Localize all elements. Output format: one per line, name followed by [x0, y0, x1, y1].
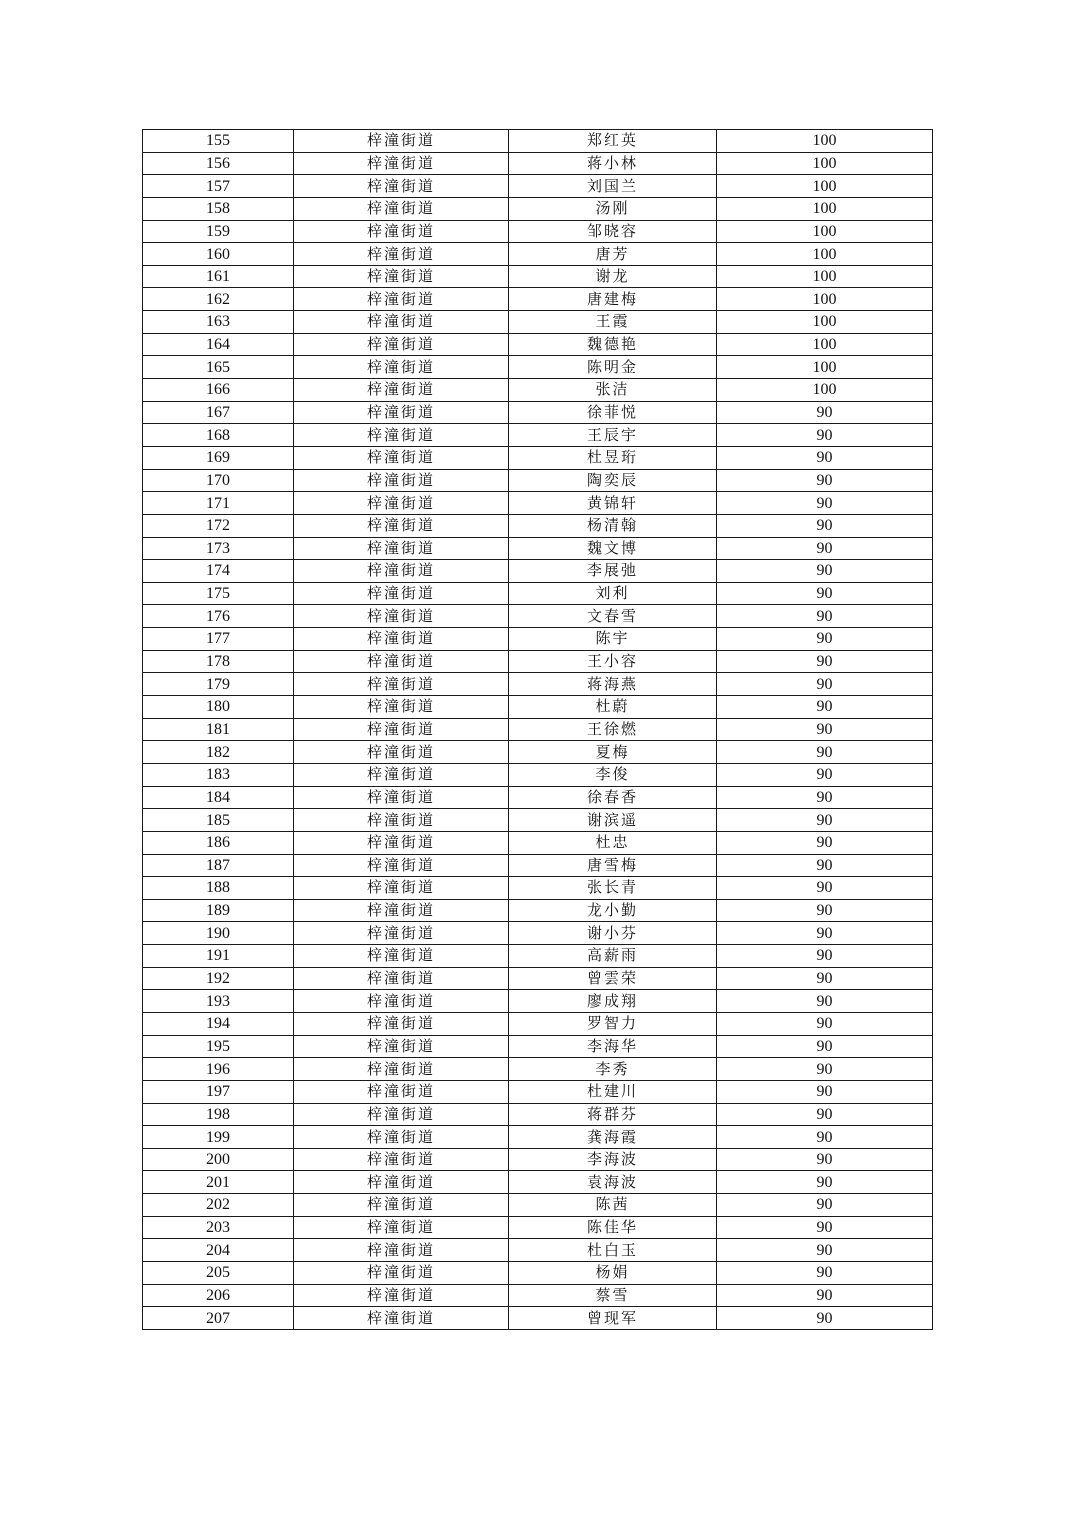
amount-cell: 90	[717, 469, 933, 492]
person-name-cell: 陈明金	[509, 356, 717, 379]
amount-cell: 90	[717, 854, 933, 877]
person-name-cell: 龚海霞	[509, 1126, 717, 1149]
person-name-cell: 陈宇	[509, 628, 717, 651]
table-row	[143, 831, 933, 854]
row-number-cell: 158	[143, 197, 294, 220]
table-row	[143, 1126, 933, 1149]
amount-cell: 90	[717, 1307, 933, 1330]
amount-cell: 90	[717, 424, 933, 447]
person-name-cell: 蔡雪	[509, 1284, 717, 1307]
district-cell: 梓潼街道	[294, 446, 509, 469]
row-number-cell: 187	[143, 854, 294, 877]
district-cell: 梓潼街道	[294, 1126, 509, 1149]
district-cell: 梓潼街道	[294, 831, 509, 854]
roster-table	[142, 129, 933, 1330]
district-cell: 梓潼街道	[294, 1194, 509, 1217]
amount-cell: 90	[717, 1126, 933, 1149]
row-number-cell: 161	[143, 265, 294, 288]
table-row	[143, 492, 933, 515]
person-name-cell: 廖成翔	[509, 990, 717, 1013]
table-row	[143, 696, 933, 719]
row-number-cell: 163	[143, 311, 294, 334]
row-number-cell: 173	[143, 537, 294, 560]
person-name-cell: 高薪雨	[509, 945, 717, 968]
row-number-cell: 195	[143, 1035, 294, 1058]
table-row	[143, 1194, 933, 1217]
district-cell: 梓潼街道	[294, 763, 509, 786]
district-cell: 梓潼街道	[294, 1080, 509, 1103]
table-row	[143, 990, 933, 1013]
district-cell: 梓潼街道	[294, 899, 509, 922]
district-cell: 梓潼街道	[294, 311, 509, 334]
amount-cell: 90	[717, 831, 933, 854]
person-name-cell: 文春雪	[509, 605, 717, 628]
district-cell: 梓潼街道	[294, 492, 509, 515]
table-row	[143, 786, 933, 809]
district-cell: 梓潼街道	[294, 650, 509, 673]
row-number-cell: 160	[143, 243, 294, 266]
district-cell: 梓潼街道	[294, 265, 509, 288]
amount-cell: 90	[717, 1080, 933, 1103]
person-name-cell: 李秀	[509, 1058, 717, 1081]
person-name-cell: 龙小勤	[509, 899, 717, 922]
person-name-cell: 曾雲荣	[509, 967, 717, 990]
table-row	[143, 1307, 933, 1330]
person-name-cell: 谢小芬	[509, 922, 717, 945]
person-name-cell: 张长青	[509, 877, 717, 900]
amount-cell: 90	[717, 514, 933, 537]
table-row	[143, 628, 933, 651]
row-number-cell: 177	[143, 628, 294, 651]
amount-cell: 90	[717, 582, 933, 605]
table-row	[143, 1171, 933, 1194]
person-name-cell: 袁海波	[509, 1171, 717, 1194]
person-name-cell: 徐春香	[509, 786, 717, 809]
district-cell: 梓潼街道	[294, 401, 509, 424]
row-number-cell: 201	[143, 1171, 294, 1194]
table-row	[143, 650, 933, 673]
amount-cell: 90	[717, 1194, 933, 1217]
district-cell: 梓潼街道	[294, 582, 509, 605]
person-name-cell: 谢龙	[509, 265, 717, 288]
row-number-cell: 181	[143, 718, 294, 741]
amount-cell: 90	[717, 1012, 933, 1035]
amount-cell: 90	[717, 741, 933, 764]
table-row	[143, 401, 933, 424]
row-number-cell: 162	[143, 288, 294, 311]
row-number-cell: 198	[143, 1103, 294, 1126]
row-number-cell: 203	[143, 1216, 294, 1239]
table-row	[143, 1080, 933, 1103]
district-cell: 梓潼街道	[294, 514, 509, 537]
district-cell: 梓潼街道	[294, 628, 509, 651]
district-cell: 梓潼街道	[294, 718, 509, 741]
amount-cell: 90	[717, 605, 933, 628]
district-cell: 梓潼街道	[294, 175, 509, 198]
amount-cell: 100	[717, 175, 933, 198]
amount-cell: 90	[717, 1035, 933, 1058]
table-row	[143, 1148, 933, 1171]
amount-cell: 90	[717, 922, 933, 945]
table-row	[143, 605, 933, 628]
person-name-cell: 杨清翰	[509, 514, 717, 537]
person-name-cell: 王辰宇	[509, 424, 717, 447]
amount-cell: 100	[717, 152, 933, 175]
table-row	[143, 1103, 933, 1126]
row-number-cell: 155	[143, 130, 294, 153]
person-name-cell: 李俊	[509, 763, 717, 786]
row-number-cell: 159	[143, 220, 294, 243]
district-cell: 梓潼街道	[294, 1284, 509, 1307]
table-row	[143, 469, 933, 492]
row-number-cell: 166	[143, 379, 294, 402]
district-cell: 梓潼街道	[294, 1012, 509, 1035]
row-number-cell: 164	[143, 333, 294, 356]
amount-cell: 100	[717, 356, 933, 379]
table-row	[143, 130, 933, 153]
district-cell: 梓潼街道	[294, 967, 509, 990]
person-name-cell: 王霞	[509, 311, 717, 334]
table-row	[143, 718, 933, 741]
row-number-cell: 184	[143, 786, 294, 809]
district-cell: 梓潼街道	[294, 1262, 509, 1285]
row-number-cell: 206	[143, 1284, 294, 1307]
row-number-cell: 185	[143, 809, 294, 832]
district-cell: 梓潼街道	[294, 809, 509, 832]
district-cell: 梓潼街道	[294, 673, 509, 696]
table-row	[143, 1262, 933, 1285]
row-number-cell: 176	[143, 605, 294, 628]
district-cell: 梓潼街道	[294, 1216, 509, 1239]
amount-cell: 90	[717, 673, 933, 696]
table-row	[143, 333, 933, 356]
person-name-cell: 邹晓容	[509, 220, 717, 243]
amount-cell: 100	[717, 197, 933, 220]
district-cell: 梓潼街道	[294, 356, 509, 379]
row-number-cell: 172	[143, 514, 294, 537]
person-name-cell: 郑红英	[509, 130, 717, 153]
amount-cell: 100	[717, 243, 933, 266]
district-cell: 梓潼街道	[294, 1058, 509, 1081]
table-row	[143, 220, 933, 243]
person-name-cell: 杜蔚	[509, 696, 717, 719]
district-cell: 梓潼街道	[294, 469, 509, 492]
table-row	[143, 197, 933, 220]
row-number-cell: 205	[143, 1262, 294, 1285]
table-row	[143, 582, 933, 605]
district-cell: 梓潼街道	[294, 220, 509, 243]
amount-cell: 100	[717, 265, 933, 288]
row-number-cell: 179	[143, 673, 294, 696]
table-row	[143, 537, 933, 560]
table-row	[143, 763, 933, 786]
row-number-cell: 170	[143, 469, 294, 492]
table-row	[143, 741, 933, 764]
person-name-cell: 汤刚	[509, 197, 717, 220]
amount-cell: 90	[717, 877, 933, 900]
row-number-cell: 194	[143, 1012, 294, 1035]
amount-cell: 90	[717, 560, 933, 583]
person-name-cell: 魏德艳	[509, 333, 717, 356]
table-row	[143, 1058, 933, 1081]
table-row	[143, 1035, 933, 1058]
person-name-cell: 王徐燃	[509, 718, 717, 741]
row-number-cell: 183	[143, 763, 294, 786]
amount-cell: 90	[717, 718, 933, 741]
amount-cell: 90	[717, 628, 933, 651]
row-number-cell: 180	[143, 696, 294, 719]
amount-cell: 100	[717, 220, 933, 243]
district-cell: 梓潼街道	[294, 288, 509, 311]
table-row	[143, 899, 933, 922]
table-row	[143, 945, 933, 968]
person-name-cell: 李海波	[509, 1148, 717, 1171]
row-number-cell: 171	[143, 492, 294, 515]
row-number-cell: 190	[143, 922, 294, 945]
row-number-cell: 192	[143, 967, 294, 990]
amount-cell: 90	[717, 1103, 933, 1126]
person-name-cell: 王小容	[509, 650, 717, 673]
person-name-cell: 黄锦轩	[509, 492, 717, 515]
district-cell: 梓潼街道	[294, 537, 509, 560]
table-row	[143, 809, 933, 832]
row-number-cell: 178	[143, 650, 294, 673]
row-number-cell: 191	[143, 945, 294, 968]
amount-cell: 90	[717, 899, 933, 922]
table-row	[143, 514, 933, 537]
amount-cell: 90	[717, 1171, 933, 1194]
person-name-cell: 唐雪梅	[509, 854, 717, 877]
amount-cell: 100	[717, 130, 933, 153]
district-cell: 梓潼街道	[294, 741, 509, 764]
amount-cell: 90	[717, 492, 933, 515]
amount-cell: 90	[717, 401, 933, 424]
district-cell: 梓潼街道	[294, 197, 509, 220]
amount-cell: 90	[717, 967, 933, 990]
district-cell: 梓潼街道	[294, 1035, 509, 1058]
amount-cell: 90	[717, 1284, 933, 1307]
table-row	[143, 877, 933, 900]
amount-cell: 90	[717, 1262, 933, 1285]
district-cell: 梓潼街道	[294, 1148, 509, 1171]
amount-cell: 90	[717, 763, 933, 786]
table-row	[143, 446, 933, 469]
table-row	[143, 265, 933, 288]
person-name-cell: 曾现军	[509, 1307, 717, 1330]
district-cell: 梓潼街道	[294, 243, 509, 266]
district-cell: 梓潼街道	[294, 605, 509, 628]
person-name-cell: 杜忠	[509, 831, 717, 854]
table-row	[143, 379, 933, 402]
person-name-cell: 唐芳	[509, 243, 717, 266]
table-row	[143, 311, 933, 334]
person-name-cell: 李展弛	[509, 560, 717, 583]
table-row	[143, 1239, 933, 1262]
table-row	[143, 673, 933, 696]
amount-cell: 90	[717, 786, 933, 809]
district-cell: 梓潼街道	[294, 854, 509, 877]
row-number-cell: 207	[143, 1307, 294, 1330]
table-row	[143, 152, 933, 175]
table-row	[143, 967, 933, 990]
table-row	[143, 1216, 933, 1239]
amount-cell: 100	[717, 288, 933, 311]
row-number-cell: 182	[143, 741, 294, 764]
roster-body	[143, 130, 933, 1330]
person-name-cell: 陈茜	[509, 1194, 717, 1217]
district-cell: 梓潼街道	[294, 424, 509, 447]
row-number-cell: 156	[143, 152, 294, 175]
person-name-cell: 罗智力	[509, 1012, 717, 1035]
person-name-cell: 谢滨遥	[509, 809, 717, 832]
person-name-cell: 夏梅	[509, 741, 717, 764]
row-number-cell: 202	[143, 1194, 294, 1217]
table-row	[143, 424, 933, 447]
district-cell: 梓潼街道	[294, 560, 509, 583]
amount-cell: 90	[717, 1239, 933, 1262]
person-name-cell: 蒋群芬	[509, 1103, 717, 1126]
amount-cell: 100	[717, 379, 933, 402]
amount-cell: 90	[717, 945, 933, 968]
person-name-cell: 杜建川	[509, 1080, 717, 1103]
person-name-cell: 陈佳华	[509, 1216, 717, 1239]
district-cell: 梓潼街道	[294, 152, 509, 175]
person-name-cell: 蒋海燕	[509, 673, 717, 696]
row-number-cell: 200	[143, 1148, 294, 1171]
district-cell: 梓潼街道	[294, 990, 509, 1013]
row-number-cell: 196	[143, 1058, 294, 1081]
district-cell: 梓潼街道	[294, 877, 509, 900]
district-cell: 梓潼街道	[294, 1239, 509, 1262]
district-cell: 梓潼街道	[294, 786, 509, 809]
person-name-cell: 杜白玉	[509, 1239, 717, 1262]
amount-cell: 100	[717, 333, 933, 356]
amount-cell: 90	[717, 1148, 933, 1171]
amount-cell: 90	[717, 650, 933, 673]
person-name-cell: 李海华	[509, 1035, 717, 1058]
row-number-cell: 188	[143, 877, 294, 900]
person-name-cell: 唐建梅	[509, 288, 717, 311]
amount-cell: 90	[717, 1058, 933, 1081]
row-number-cell: 165	[143, 356, 294, 379]
table-row	[143, 854, 933, 877]
row-number-cell: 193	[143, 990, 294, 1013]
district-cell: 梓潼街道	[294, 696, 509, 719]
district-cell: 梓潼街道	[294, 333, 509, 356]
district-cell: 梓潼街道	[294, 1103, 509, 1126]
row-number-cell: 167	[143, 401, 294, 424]
row-number-cell: 186	[143, 831, 294, 854]
amount-cell: 90	[717, 809, 933, 832]
amount-cell: 90	[717, 696, 933, 719]
row-number-cell: 197	[143, 1080, 294, 1103]
person-name-cell: 蒋小林	[509, 152, 717, 175]
person-name-cell: 陶奕辰	[509, 469, 717, 492]
district-cell: 梓潼街道	[294, 379, 509, 402]
person-name-cell: 刘利	[509, 582, 717, 605]
table-row	[143, 356, 933, 379]
person-name-cell: 刘国兰	[509, 175, 717, 198]
table-row	[143, 175, 933, 198]
row-number-cell: 157	[143, 175, 294, 198]
amount-cell: 90	[717, 537, 933, 560]
person-name-cell: 魏文博	[509, 537, 717, 560]
amount-cell: 100	[717, 311, 933, 334]
person-name-cell: 杜昱珩	[509, 446, 717, 469]
table-row	[143, 560, 933, 583]
table-row	[143, 922, 933, 945]
row-number-cell: 189	[143, 899, 294, 922]
table-row	[143, 243, 933, 266]
district-cell: 梓潼街道	[294, 1307, 509, 1330]
district-cell: 梓潼街道	[294, 922, 509, 945]
district-cell: 梓潼街道	[294, 945, 509, 968]
row-number-cell: 204	[143, 1239, 294, 1262]
person-name-cell: 徐菲悦	[509, 401, 717, 424]
row-number-cell: 169	[143, 446, 294, 469]
row-number-cell: 174	[143, 560, 294, 583]
amount-cell: 90	[717, 990, 933, 1013]
person-name-cell: 杨娟	[509, 1262, 717, 1285]
amount-cell: 90	[717, 1216, 933, 1239]
row-number-cell: 199	[143, 1126, 294, 1149]
table-row	[143, 1284, 933, 1307]
district-cell: 梓潼街道	[294, 130, 509, 153]
row-number-cell: 175	[143, 582, 294, 605]
table-row	[143, 1012, 933, 1035]
row-number-cell: 168	[143, 424, 294, 447]
table-row	[143, 288, 933, 311]
person-name-cell: 张洁	[509, 379, 717, 402]
district-cell: 梓潼街道	[294, 1171, 509, 1194]
amount-cell: 90	[717, 446, 933, 469]
